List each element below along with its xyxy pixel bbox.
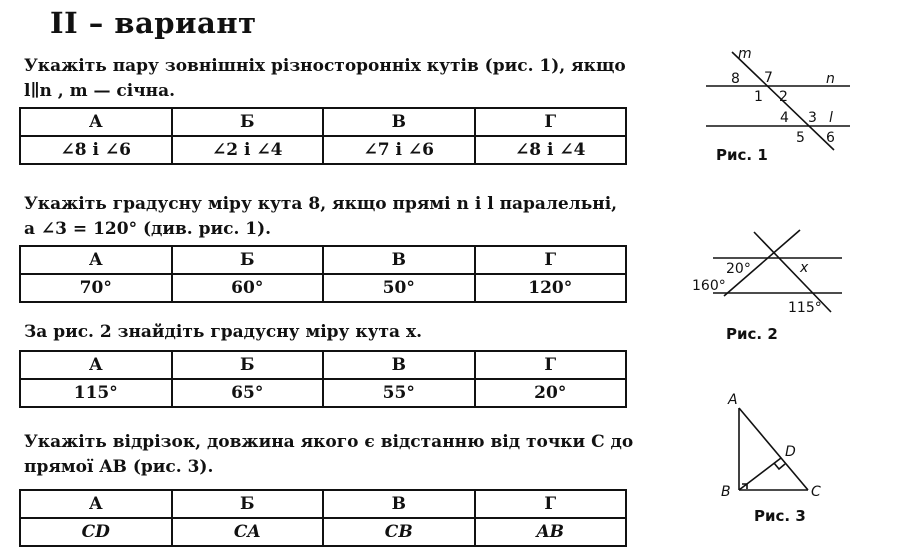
- answer-option-a[interactable]: CD: [20, 518, 172, 546]
- fig3-label-a: A: [728, 392, 738, 408]
- answer-header-v: В: [323, 108, 475, 136]
- answer-option-g[interactable]: 20°: [475, 379, 627, 407]
- answer-option-g[interactable]: ∠8 і ∠4: [475, 136, 627, 164]
- fig2-label-115: 115°: [788, 300, 822, 316]
- fig1-label-1: 1: [754, 89, 763, 105]
- answer-header-v: В: [323, 490, 475, 518]
- fig3-label-d: D: [785, 444, 796, 460]
- answer-header-a: А: [20, 351, 172, 379]
- answer-header-v: В: [323, 351, 475, 379]
- question-3-line-1: За рис. 2 знайдіть градусну міру кута x.: [24, 322, 423, 342]
- answer-option-v[interactable]: 50°: [323, 274, 475, 302]
- answer-option-b[interactable]: ∠2 і ∠4: [172, 136, 324, 164]
- fig2-label-20: 20°: [726, 261, 751, 277]
- answer-header-a: А: [20, 246, 172, 274]
- fig1-label-4: 4: [780, 110, 789, 126]
- fig1-label-8: 8: [731, 71, 740, 87]
- question-2-line-1: Укажіть градусну міру кута 8, якщо прямі n і l паралельні,: [24, 194, 618, 214]
- answer-option-b[interactable]: 65°: [172, 379, 324, 407]
- question-4-line-2: прямої AB (рис. 3).: [24, 457, 214, 477]
- answer-option-v[interactable]: CB: [323, 518, 475, 546]
- question-4-line-1: Укажіть відрізок, довжина якого є відстанню від точки C до: [24, 432, 634, 452]
- question-2-line-2: а ∠3 = 120° (див. рис. 1).: [24, 219, 272, 239]
- figure-1-caption: Рис. 1: [716, 146, 768, 164]
- fig1-label-m: m: [738, 46, 752, 62]
- figure-3-caption: Рис. 3: [754, 507, 806, 525]
- answer-header-b: Б: [172, 246, 324, 274]
- page-title: II – вариант: [50, 6, 257, 40]
- answer-header-g: Г: [475, 108, 627, 136]
- fig3-label-c: C: [811, 484, 821, 500]
- fig3-label-b: B: [721, 484, 731, 500]
- fig1-label-3: 3: [808, 110, 817, 126]
- answer-header-v: В: [323, 246, 475, 274]
- answer-header-a: А: [20, 108, 172, 136]
- fig1-label-l: l: [829, 110, 833, 126]
- answer-option-b[interactable]: 60°: [172, 274, 324, 302]
- answer-header-b: Б: [172, 351, 324, 379]
- answer-option-a[interactable]: ∠8 і ∠6: [20, 136, 172, 164]
- fig1-label-2: 2: [779, 89, 788, 105]
- answer-option-g[interactable]: AB: [475, 518, 627, 546]
- answer-header-g: Г: [475, 490, 627, 518]
- answer-header-b: Б: [172, 490, 324, 518]
- question-1-line-2: l∥n , m — січна.: [24, 81, 176, 101]
- answer-option-g[interactable]: 120°: [475, 274, 627, 302]
- fig1-label-6: 6: [826, 130, 835, 146]
- answer-option-v[interactable]: ∠7 і ∠6: [323, 136, 475, 164]
- answer-option-v[interactable]: 55°: [323, 379, 475, 407]
- fig1-label-5: 5: [796, 130, 805, 146]
- answer-option-b[interactable]: CA: [172, 518, 324, 546]
- question-1-line-1: Укажіть пару зовнішніх різносторонніх кутів (рис. 1), якщо: [24, 56, 626, 76]
- answer-option-a[interactable]: 115°: [20, 379, 172, 407]
- fig1-label-n: n: [826, 71, 835, 87]
- answer-header-g: Г: [475, 246, 627, 274]
- figure-2-caption: Рис. 2: [726, 325, 778, 343]
- answer-header-a: А: [20, 490, 172, 518]
- fig2-label-160: 160°: [692, 278, 726, 294]
- fig1-label-7: 7: [764, 70, 773, 86]
- answer-header-g: Г: [475, 351, 627, 379]
- fig2-label-x: x: [800, 260, 809, 276]
- answer-option-a[interactable]: 70°: [20, 274, 172, 302]
- answer-header-b: Б: [172, 108, 324, 136]
